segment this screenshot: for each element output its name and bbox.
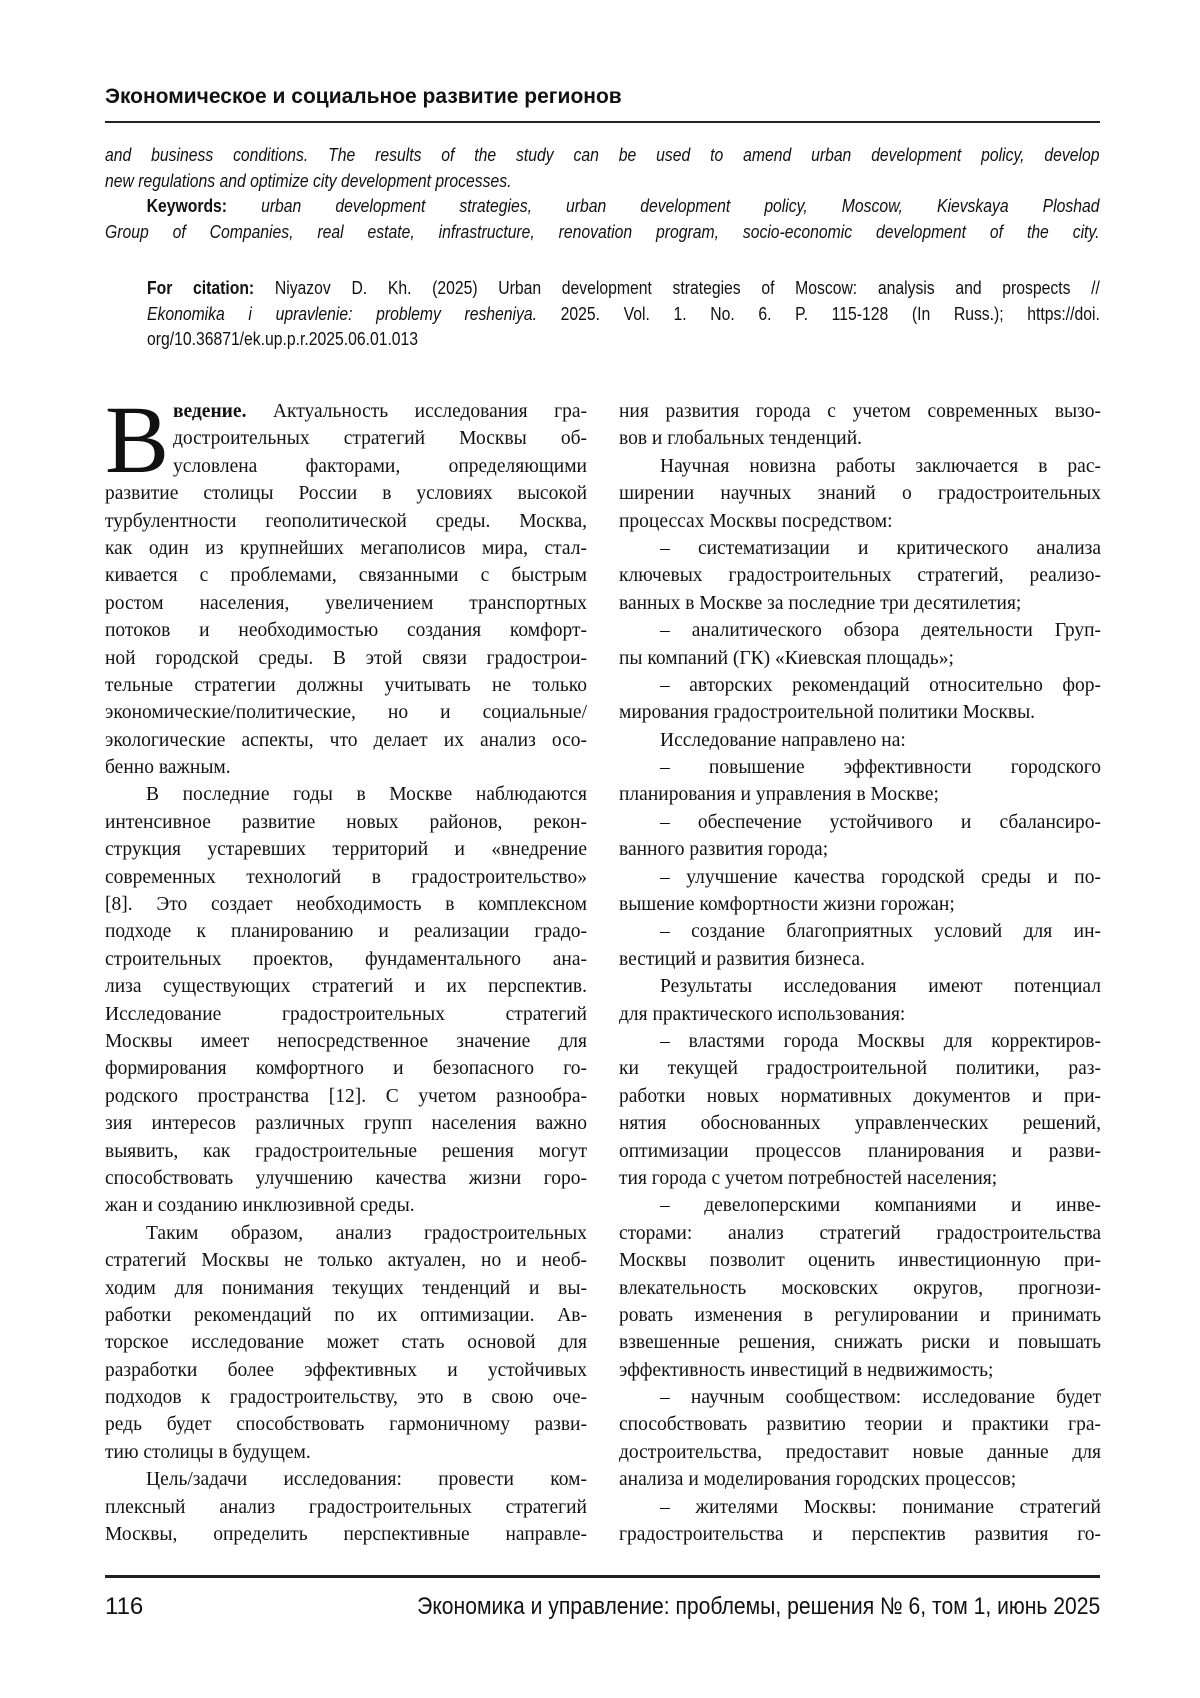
citation-journal: Ekonomika i upravlenie: problemy resheniya. <box>147 302 538 324</box>
paragraph <box>619 535 1101 617</box>
text-line: плексный анализ градостроительных стратегий <box>105 1496 587 1518</box>
text-line: – обеспечение устойчивого и сбалансиро- <box>660 811 1101 833</box>
text-line: работки рекомендаций по их оптимизации. Ав- <box>105 1304 587 1326</box>
keywords-line: Group of Companies, real estate, infrastructure, renovation program, socio-economic development of the city. <box>105 220 1100 242</box>
text-line: подходов к градостроительству, это в свою оче- <box>105 1387 587 1409</box>
citation-doi[interactable]: org/10.36871/ek.up.p.r.2025.06.01.013 <box>147 328 419 349</box>
journal-footer: Экономика и управление: проблемы, решения № 6, том 1, июнь 2025 <box>416 1593 1100 1620</box>
text-line: условлена факторами, определяющими <box>173 455 587 477</box>
keywords-line <box>105 193 1100 219</box>
text-line: – жителями Москвы: понимание стратегий <box>660 1496 1101 1518</box>
text-line: [8]. Это создает необходимость в комплексном <box>105 894 587 916</box>
text-line: нятия обоснованных управленческих решений, <box>619 1113 1101 1135</box>
text-line: способствовать улучшению качества жизни горо- <box>105 1167 587 1189</box>
citation-label: For citation: <box>147 277 255 298</box>
text-line: Исследование градостроительных стратегий <box>105 1003 587 1025</box>
keywords-label: Keywords: <box>146 195 228 216</box>
text-line: экологические аспекты, что делает их анализ осо- <box>105 729 587 751</box>
text-line: – повышение эффективности городского <box>660 757 1101 779</box>
paragraph <box>619 453 1101 535</box>
text-line: анализа и моделирования городских процессов; <box>619 1469 1017 1491</box>
text-line: струкция устаревших территорий и «внедрение <box>105 839 587 861</box>
text-line: планирования и управления в Москве; <box>619 784 939 806</box>
paragraph <box>619 918 1101 973</box>
text-line: оптимизации процессов планирования и разви- <box>619 1140 1101 1162</box>
paragraph <box>105 781 587 1219</box>
paragraph <box>619 1028 1101 1192</box>
text-line: разработки более эффективных и устойчивых <box>105 1359 587 1381</box>
text-line: как один из крупнейших мегаполисов мира, стал- <box>105 537 587 559</box>
text-line: пы компаний (ГК) «Киевская площадь»; <box>619 647 954 669</box>
text-line: экономические/политические, но и социальные/ <box>105 702 587 724</box>
text-line: ширении научных знаний о градостроительных <box>619 483 1101 505</box>
text-line: тию столицы в будущем. <box>105 1441 311 1463</box>
keywords-text: urban development strategies, urban development policy, Moscow, Kievskaya Ploshad <box>227 195 1100 216</box>
paragraph <box>105 1466 587 1548</box>
footer-rule <box>105 1575 1100 1578</box>
paragraph <box>619 1384 1101 1494</box>
paragraph <box>619 672 1101 727</box>
text-line: мирования градостроительной политики Москвы. <box>619 702 1036 724</box>
text-line: жан и созданию инклюзивной среды. <box>105 1195 415 1217</box>
text-line: ростом населения, увеличением транспортных <box>105 592 587 614</box>
text-line: интенсивное развитие новых районов, рекон- <box>105 811 587 833</box>
text-line: Москвы, определить перспективные направле- <box>105 1524 587 1546</box>
text-line: ния развития города с учетом современных вызо- <box>619 401 1101 422</box>
text-line: подходе к планированию и реализации градо- <box>105 921 587 943</box>
text-line: эффективность инвестиций в недвижимость; <box>619 1359 994 1381</box>
text-line: ной городской среды. В этой связи градострои- <box>105 647 587 669</box>
text-line: Исследование направлено на: <box>660 729 906 751</box>
text-line: бенно важным. <box>105 757 231 779</box>
text-line: лиза существующих стратегий и их перспектив. <box>105 976 587 998</box>
running-header-title: Экономическое и социальное развитие регионов <box>105 85 622 108</box>
text-line: стратегий Москвы не только актуален, но и необ- <box>105 1250 587 1272</box>
text-line: – создание благоприятных условий для ин- <box>660 921 1101 943</box>
text-line: современных технологий в градостроительство» <box>105 866 587 888</box>
citation-block <box>147 275 1200 352</box>
abstract-line: new regulations and optimize city development processes. <box>105 169 512 191</box>
citation-line <box>147 275 1100 301</box>
text-line: градостроительства и перспектив развития го- <box>619 1524 1101 1546</box>
text-line: – улучшение качества городской среды и по- <box>660 866 1101 888</box>
text-line: работки новых нормативных документов и при- <box>619 1085 1101 1107</box>
text-line: взвешенные решения, снижать риски и повышать <box>619 1332 1101 1354</box>
text-line: – авторских рекомендаций относительно фор- <box>660 674 1101 696</box>
text-line: родского пространства [12]. С учетом разнообра- <box>105 1085 587 1107</box>
text-line: ключевых градостроительных стратегий, реализо- <box>619 565 1101 587</box>
text-line: – научным сообществом: исследование будет <box>660 1387 1101 1409</box>
text-line: Цель/задачи исследования: провести ком- <box>146 1469 587 1491</box>
text-line: кивается с проблемами, связанными с быстрым <box>105 565 587 587</box>
section-heading: ведение. <box>173 401 247 422</box>
text-line: строительных проектов, фундаментального ана- <box>105 948 587 970</box>
text-line: тия города с учетом потребностей населения; <box>619 1167 998 1189</box>
abstract-line: and business conditions. The results of the study can be used to amend urban development policy, develop <box>105 144 1100 165</box>
text-line: формирования комфортного и безопасного го- <box>105 1058 587 1080</box>
text-line: зия интересов различных групп населения важно <box>105 1113 587 1135</box>
paragraph <box>619 864 1101 919</box>
paragraph <box>619 617 1101 672</box>
text-line: вов и глобальных тенденций. <box>619 428 863 450</box>
paragraph <box>619 809 1101 864</box>
text-line: влекательность московских округов, прогнози- <box>619 1277 1101 1299</box>
text-line: ванного развития города; <box>619 839 829 861</box>
text-line: торское исследование может стать основой для <box>105 1332 587 1354</box>
text-line: ки текущей градостроительной политики, раз- <box>619 1058 1101 1080</box>
text-line: процессах Москвы посредством: <box>619 510 893 532</box>
paragraph <box>619 754 1101 809</box>
drop-cap: В <box>105 386 170 493</box>
citation-text: 2025. Vol. 1. No. 6. P. 115-128 (In Russ.); https://doi. <box>537 302 1100 324</box>
text-line: выявить, как градостроительные решения могут <box>105 1140 587 1162</box>
citation-line <box>147 301 1100 327</box>
text-line: В последние годы в Москве наблюдаются <box>146 784 587 806</box>
text-line: для практического использования: <box>619 1003 906 1025</box>
left-column <box>105 386 587 1548</box>
text-line <box>105 398 587 425</box>
text-line: Таким образом, анализ градостроительных <box>146 1222 587 1244</box>
text-line: способствовать развитию теории и практики гра- <box>619 1414 1101 1436</box>
text-line: достроительства, предоставит новые данные для <box>619 1441 1101 1463</box>
text-line: ванных в Москве за последние три десятилетия; <box>619 592 1022 614</box>
paragraph <box>619 398 1101 453</box>
text-line: потоков и необходимостью создания комфорт- <box>105 620 587 642</box>
text-line: сторами: анализ стратегий градостроительства <box>619 1222 1101 1244</box>
paragraph <box>619 1494 1101 1549</box>
text-line: Москвы имеет непосредственное значение для <box>105 1030 587 1052</box>
text-line: Результаты исследования имеют потенциал <box>660 976 1101 998</box>
text-line: – систематизации и критического анализа <box>660 537 1101 559</box>
text-fragment: Актуальность исследования гра- <box>246 401 587 422</box>
text-line: Научная новизна работы заключается в рас- <box>660 455 1101 477</box>
text-line: – девелоперскими компаниями и инве- <box>660 1195 1101 1217</box>
text-line: Москвы позволит оценить инвестиционную при- <box>619 1250 1101 1272</box>
header-rule <box>105 121 1100 123</box>
text-line: – властями города Москвы для корректиров- <box>660 1030 1101 1052</box>
text-line: вышение комфортности жизни горожан; <box>619 894 955 916</box>
right-column <box>619 398 1101 1548</box>
text-line: ходим для понимания текущих тенденций и вы- <box>105 1277 587 1299</box>
text-line: достроительных стратегий Москвы об- <box>173 428 587 450</box>
citation-text: Niyazov D. Kh. (2025) Urban development strategies of Moscow: analysis and prospects // <box>254 277 1100 298</box>
text-line: турбулентности геополитической среды. Москва, <box>105 510 587 532</box>
paragraph <box>619 1192 1101 1384</box>
text-line: развитие столицы России в условиях высокой <box>105 483 587 505</box>
abstract-block <box>105 142 1200 244</box>
paragraph <box>619 973 1101 1028</box>
paragraph <box>105 1220 587 1467</box>
text-line: тельные стратегии должны учитывать не только <box>105 674 587 696</box>
text-line: – аналитического обзора деятельности Груп- <box>660 620 1101 642</box>
text-line: вестиций и развития бизнеса. <box>619 948 865 970</box>
text-line: редь будет способствовать гармоничному разви- <box>105 1414 587 1436</box>
text-line: ровать изменения в регулировании и принимать <box>619 1304 1101 1326</box>
page-number: 116 <box>105 1593 144 1620</box>
paragraph <box>619 727 1101 754</box>
